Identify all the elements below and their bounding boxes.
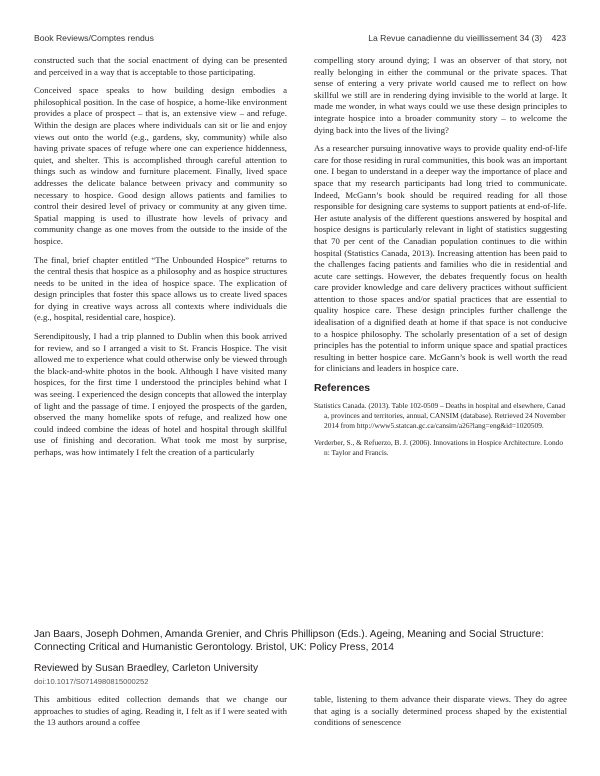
paragraph: Serendipitously, I had a trip planned to Dublin when this book arrived for review, and so I arranged a visit to St. Francis Hospice. The visit allowed me to experience what could otherwise only be viewed through the black-and-white photos in the book. Although I have visited many hospices, for the first time I understood the principles behind what I was seeing. I experienced the design concepts that allowed the interplay of light and the passage of time. I enjoyed the prospects of the garden, observed the many homelike spots of refuge, and realized how one could indeed combine the ideas of hotel and hospital through skillful use of finishing and decoration. What took me most by surprise, perhaps, was how intimately I felt the creation of a particularly bbox=[34, 331, 287, 457]
left-column bbox=[34, 55, 287, 466]
journal-title-page-number: La Revue canadienne du vieillissement 34 (3) 423 bbox=[368, 33, 566, 43]
references-heading: References bbox=[314, 383, 371, 395]
doi-link[interactable]: doi:10.1017/S0714980815000252 bbox=[34, 677, 149, 686]
reviewer-line: Reviewed by Susan Braedley, Carleton University bbox=[34, 663, 259, 674]
reference-item: Verderber, S., & Refuerzo, B. J. (2006). Innovations in Hospice Architecture. London: Taylor and Francis. bbox=[314, 437, 564, 457]
paragraph: The final, brief chapter entitled “The Unbounded Hospice” returns to the central thesis that hospice as a philosophy and as hospice structures needs to be united in the idea of hospice space. The explication of design principles that foster this space allows us to create lived spaces for dying in creative ways across all contexts where individuals die (e.g., hospital, residential care, hospice). bbox=[34, 254, 287, 323]
reference-item: Statistics Canada. (2013). Table 102-0509 – Deaths in hospital and elsewhere, Canada, provinces and territories, annual, CANSIM (database). Retrieved 24 November 2014 from http://www5.statcan.gc.ca/cansim/a26?lang=eng&id=1020509. bbox=[314, 400, 566, 430]
review-body-left: This ambitious edited collection demands that we change our approaches to studies of aging. Reading it, I felt as if I were seated with the 13 authors around a coffee bbox=[34, 694, 287, 728]
paragraph: constructed such that the social enactment of dying can be presented and perceived in a way that is acceptable to those participating. bbox=[34, 55, 287, 77]
review-body-right: table, listening to them advance their disparate views. They do agree that aging is a socially determined process shaped by the existential conditions of senescence bbox=[314, 694, 567, 728]
paragraph: compelling story around dying; I was an observer of that story, not really belonging in either the communal or the private spaces. That sense of entering a very private world caused me to reflect on how skillful we still are in rendering dying invisible to the world at large. It made me wonder, in what ways could we use these design principles to integrate hospice into a broader community story – to welcome the dying back into the lives of the living? bbox=[314, 55, 567, 135]
paragraph: Conceived space speaks to how building design embodies a philosophical position. In the case of hospice, a home-like environment provides a place of prospect – that is, an extensive view – and refuge. Within the design are places where individuals can sit or lie and enjoy views out onto the world (e.g., gardens, sky, community) while also having private spaces of refuge where one can experience hiddenness, quiet, and shelter. This is accomplished through careful attention to things such as window and furniture placement. Finally, lived space addresses the delicate balance between privacy and community so necessary to hospice. Good design allows patients and families to control their desired level of privacy or community at any given time. Spatial mapping is used to illustrate how levels of privacy and community change as one moves from the outside to the inside of the hospice. bbox=[34, 85, 287, 246]
paragraph: As a researcher pursuing innovative ways to provide quality end-of-life care for those residing in rural communities, this book was an important one. I began to understand in a deeper way the importance of place and space that my research participants had long tried to communicate. Indeed, McGann’s book should be required reading for all those responsible for designing care systems to support patients at end-of-life. Her astute analysis of the different questions answered by hospital and hospice designs is particularly relevant in light of statistics suggesting that 70 per cent of the Canadian population continues to die within hospital (Statistics Canada, 2013). Increasing attention has been paid to the challenges facing patients and families who die in residential and acute care settings. However, the debates frequently focus on health care provider knowledge and care delivery practices without sufficient attention to those spaces and/or spatial practices that are essential to quality hospice care. These design principles further challenge the idealisation of a dignified death at home if that space is not conducive to a hospice philosophy. The scholarly presentation of a set of design principles has the potential to inform unique space and spatial practices resulting in better hospice care. McGann’s book is well worth the read for clinicians and leaders in hospice care. bbox=[314, 143, 567, 374]
journal-section-label: Book Reviews/Comptes rendus bbox=[34, 33, 154, 43]
book-review-header bbox=[34, 628, 566, 686]
book-citation: Jan Baars, Joseph Dohmen, Amanda Grenier, and Chris Phillipson (Eds.). Ageing, Meaning and Social Structure: Connecting Critical and Humanistic Gerontology. Bristol, UK: Policy Press, 2014 bbox=[34, 629, 544, 653]
right-column bbox=[314, 55, 567, 465]
